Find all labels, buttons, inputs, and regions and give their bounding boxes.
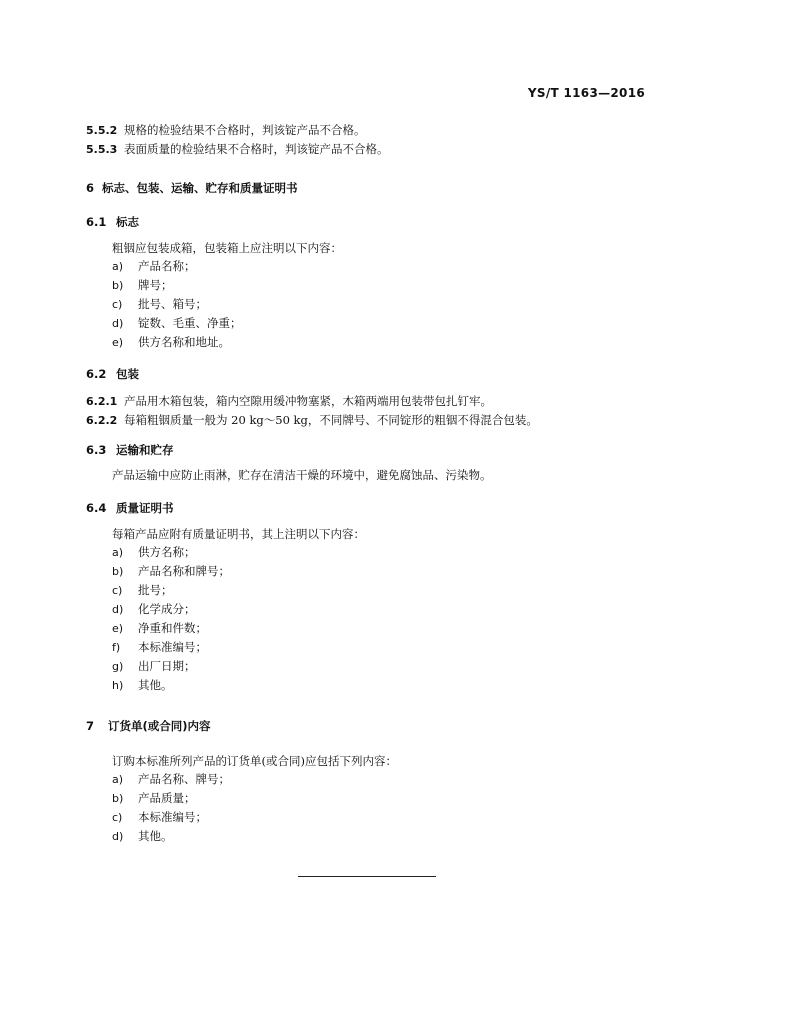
subsection-title: 运输和贮存 [116, 443, 174, 457]
list-item: e) 供方名称和地址。 [112, 335, 230, 349]
list-item: g) 出厂日期； [112, 659, 196, 673]
list-item: d) 锭数、毛重、净重； [112, 316, 242, 330]
clause-5-5-2 [86, 119, 366, 138]
paragraph-6-1-intro: 粗铟应包装成箱，包装箱上应注明以下内容： [112, 241, 342, 255]
section-number: 7 [86, 719, 95, 733]
list-item: d) 其他。 [112, 829, 173, 843]
section-title: 标志、包装、运输、贮存和质量证明书 [102, 181, 298, 195]
clause-number: 6.2.1 [86, 395, 118, 408]
list-item: b) 产品名称和牌号； [112, 564, 230, 578]
clause-number: 5.5.2 [86, 124, 118, 137]
clause-6-2-2 [86, 409, 538, 428]
end-rule [298, 876, 436, 877]
subsection-title: 质量证明书 [116, 501, 174, 515]
list-item: c) 批号； [112, 583, 173, 597]
subsection-6-4-heading [86, 497, 174, 516]
list-item: a) 产品名称； [112, 259, 196, 273]
list-item: c) 本标准编号； [112, 810, 207, 824]
subsection-title: 包装 [116, 367, 139, 381]
section-number: 6 [86, 181, 95, 195]
list-item: f) 本标准编号； [112, 640, 207, 654]
list-item: c) 批号、箱号； [112, 297, 207, 311]
subsection-title: 标志 [116, 215, 139, 229]
list-item: e) 净重和件数； [112, 621, 207, 635]
clause-text: 表面质量的检验结果不合格时，判该锭产品不合格。 [124, 142, 389, 156]
paragraph-6-3: 产品运输中应防止雨淋，贮存在清洁干燥的环境中，避免腐蚀品、污染物。 [112, 468, 492, 482]
section-7-heading [86, 715, 211, 734]
subsection-6-1-heading [86, 211, 139, 230]
section-title: 订货单(或合同)内容 [108, 719, 211, 733]
list-item: d) 化学成分； [112, 602, 196, 616]
subsection-number: 6.2 [86, 367, 107, 381]
subsection-6-2-heading [86, 363, 139, 382]
subsection-number: 6.3 [86, 443, 107, 457]
paragraph-7-intro: 订购本标准所列产品的订货单(或合同)应包括下列内容： [112, 754, 397, 768]
list-item: b) 牌号； [112, 278, 173, 292]
clause-text: 每箱粗铟质量一般为 20 kg～50 kg，不同牌号、不同锭形的粗铟不得混合包装。 [124, 413, 538, 427]
clause-5-5-3 [86, 138, 389, 157]
subsection-number: 6.4 [86, 501, 107, 515]
list-item: a) 产品名称、牌号； [112, 772, 230, 786]
section-6-heading [86, 177, 298, 196]
subsection-6-3-heading [86, 439, 174, 458]
clause-6-2-1 [86, 390, 492, 409]
clause-text: 产品用木箱包装，箱内空隙用缓冲物塞紧，木箱两端用包装带包扎钉牢。 [124, 394, 492, 408]
subsection-number: 6.1 [86, 215, 107, 229]
clause-number: 5.5.3 [86, 143, 118, 156]
list-item: b) 产品质量； [112, 791, 196, 805]
list-item: a) 供方名称； [112, 545, 196, 559]
clause-text: 规格的检验结果不合格时，判该锭产品不合格。 [124, 123, 366, 137]
clause-number: 6.2.2 [86, 414, 118, 427]
standard-number: YS/T 1163—2016 [527, 86, 645, 100]
paragraph-6-4-intro: 每箱产品应附有质量证明书，其上注明以下内容： [112, 527, 365, 541]
list-item: h) 其他。 [112, 678, 173, 692]
